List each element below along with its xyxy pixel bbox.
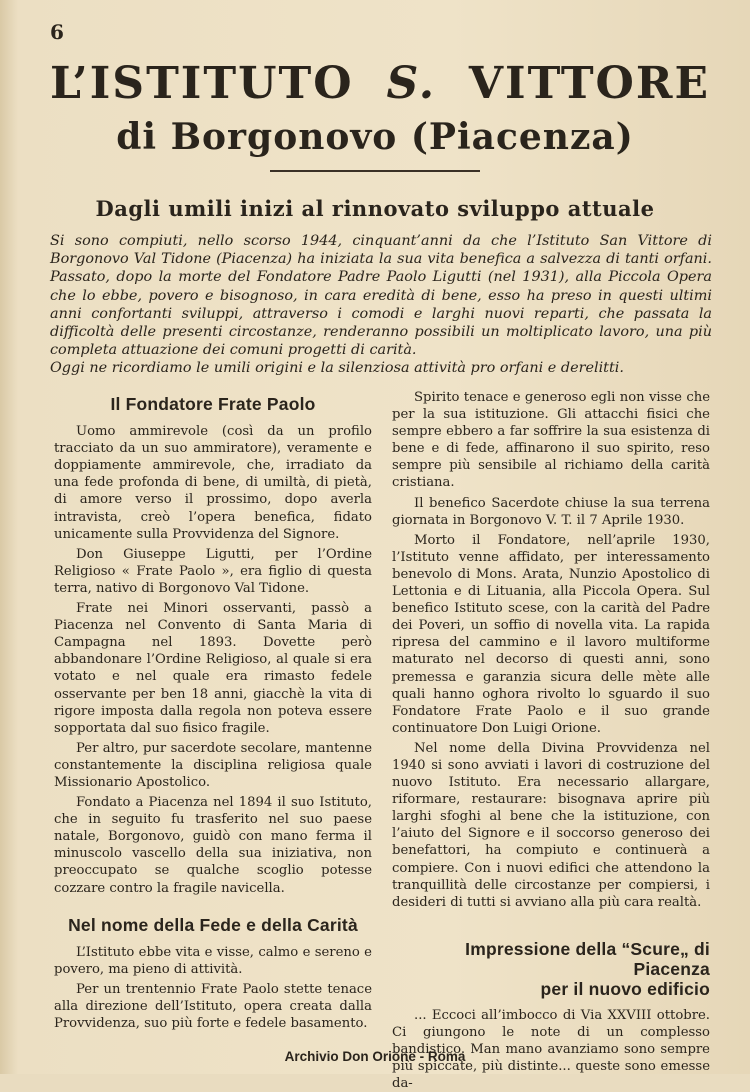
intro-paragraph: Si sono compiuti, nello scorso 1944, cinquant’anni da che l’Istituto San Vittore di Borgonovo Val Tidone (Piacenza) ha iniziata la sua vita benefica a salvezza di tanti orfani. Passato, dopo la morte del Fondatore Padre Paolo Ligutti (nel 1931), alla Piccola Opera che lo ebbe, povero e bisognoso, in cara eredità di bene, esso ha preso in questi ultimi anni confortanti sviluppi, attraverso i comodi e larghi nuovi reparti, che passata la difficoltà delle presenti circostanze, renderanno possibili un moltiplicato lavoro, una più completa attuazione dei comuni progetti di carità. xyxy=(50,233,712,359)
body-paragraph: Nel nome della Divina Provvidenza nel 1940 si sono avviati i lavori di costruzione del nuovo Istituto. Era necessario allargare, riformare, restaurare: bisognava aprire più larghi sfoghi al bene che la istituzione, con l’aiuto del Signore e il soccorso generoso dei benefattori, ha compiuto e continuerà a compiere. Con i nuovi edifici che attendono la tranquillità delle circostanze per compiersi, i desideri di tutti si avviano alla più cara realtà. xyxy=(392,740,710,910)
heading-line: per il nuovo edificio xyxy=(540,978,710,999)
title-location: di Borgonovo (Piacenza) xyxy=(116,116,634,158)
body-paragraph: Uomo ammirevole (così da un profilo tracciato da un suo ammiratore), veramente e doppiamente ammirevole, che, irradiato da una fede profonda di bene, di umiltà, di pietà, di amore verso il prossimo, dopo averla intravista, creò l’opera benefica, fidato unicamente sulla Provvidenza del Signore. xyxy=(54,424,372,542)
body-paragraph: Per un trentennio Frate Paolo stette tenace alla direzione dell’Istituto, opera creata dalla Provvidenza, suo più forte e fedele basamento. xyxy=(54,981,372,1032)
body-paragraph: Fondato a Piacenza nel 1894 il suo Istituto, che in seguito fu trasferito nel suo paese natale, Borgonovo, guidò con mano ferma il minuscolo vascello della sua iniziativa, non preoccupato se qualche scoglio potesse cozzare contro la fragile navicella. xyxy=(54,795,372,896)
body-paragraph: Per altro, pur sacerdote secolare, mantenne constantemente la disciplina religiosa quale Missionario Apostolico. xyxy=(54,740,372,790)
main-title xyxy=(50,58,710,109)
body-paragraph: Spirito tenace e generoso egli non visse che per la sua istituzione. Gli attacchi fisici che sempre ebbero a far soffrire la sua esistenza di bene e di fede, affinarono il suo spirito, reso sempre più sensibile al richiamo della carità cristiana. xyxy=(392,390,710,491)
title-word-vittore: VITTORE xyxy=(468,58,710,109)
body-paragraph: Don Giuseppe Ligutti, per l’Ordine Religioso « Frate Paolo », era figlio di questa terra, nativo di Borgonovo Val Tidone. xyxy=(54,546,372,596)
body-paragraph: Frate nei Minori osservanti, passò a Piacenza nel Convento di Santa Maria di Campagna nel 1893. Dovette però abbandonare l’Ordine Religioso, al quale si era votato e nel quale era rimasto fedele osservante per ben 18 anni, giacchè la vita di rigore imposta dalla regola non poteva essere sopportata dal suo fisico fragile. xyxy=(54,601,372,736)
title-divider xyxy=(270,170,480,172)
title-word-s: S. xyxy=(386,58,437,109)
body-paragraph: Il benefico Sacerdote chiuse la sua terrena giornata in Borgonovo V. T. il 7 Aprile 1930. xyxy=(392,495,710,528)
section-heading-founder: Il Fondatore Frate Paolo xyxy=(110,394,316,414)
intro-block xyxy=(50,232,712,378)
section-heading-impression xyxy=(392,939,710,999)
page-number: 6 xyxy=(50,20,64,44)
body-paragraph: ... Eccoci all’imbocco di Via XXVIII ottobre. Ci giungono le note di un complesso bandistico. Man mano avanziamo sono sempre più spiccate, più distinte... queste sono emesse da- xyxy=(392,1007,710,1092)
body-paragraph: L’Istituto ebbe vita e visse, calmo e sereno e povero, ma pieno di attività. xyxy=(54,944,372,977)
section-heading-faith: Nel nome della Fede e della Carità xyxy=(68,914,358,935)
article-subtitle: Dagli umili inizi al rinnovato sviluppo attuale xyxy=(95,196,655,221)
right-column xyxy=(392,389,710,1092)
heading-line: Impressione della “Scure„ di Piacenza xyxy=(465,938,710,979)
body-paragraph: Morto il Fondatore, nell’aprile 1930, l’Istituto venne affidato, per interessamento benevolo di Mons. Arata, Nunzio Apostolico di Lettonia e di Lituania, alla Piccola Opera. Sul benefico Istituto scese, con la carità del Padre dei Poveri, un soffio di novella vita. La rapida ripresa del cammino e il lavoro multiforme maturato nel decorso di questi anni, sono premessa e garanzia sicura delle mète alle quali hanno oghora rivolto lo sguardo il suo Fondatore Frate Paolo e il suo grande continuatore Don Luigi Orione. xyxy=(392,532,710,736)
left-column xyxy=(54,396,372,1032)
intro-paragraph: Oggi ne ricordiamo le umili origini e la silenziosa attività pro orfani e derelitti. xyxy=(50,360,624,377)
title-word-istituto: L’ISTITUTO xyxy=(50,58,354,109)
archive-footer: Archivio Don Orione - Roma xyxy=(284,1049,466,1064)
